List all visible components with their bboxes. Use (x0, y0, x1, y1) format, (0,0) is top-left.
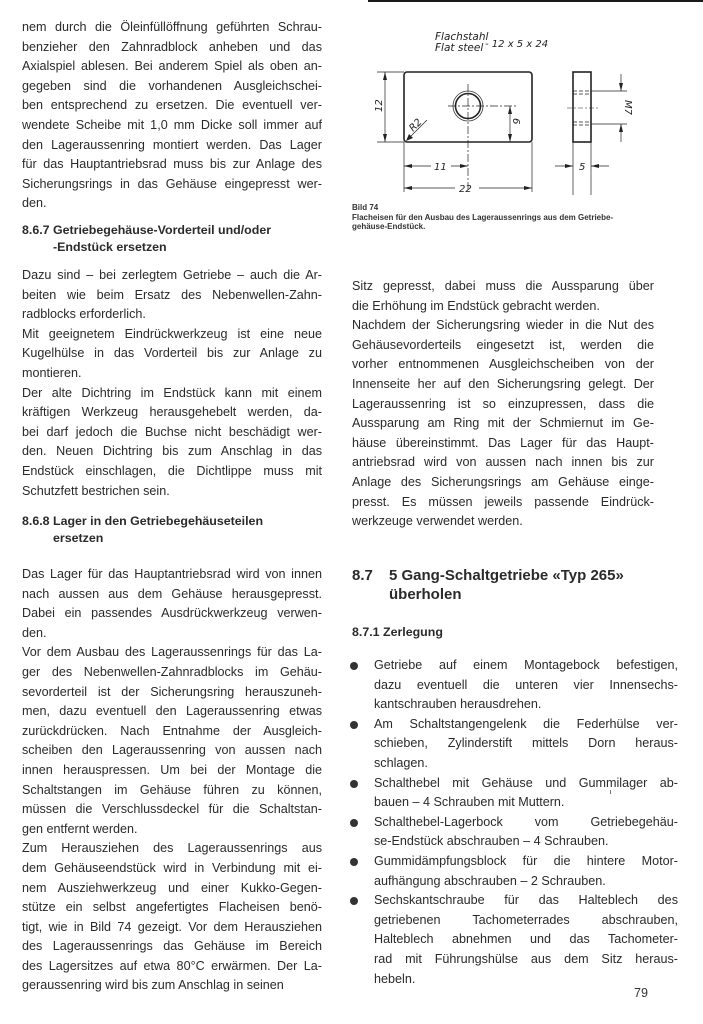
figure-caption-text-line1: Flacheisen für den Ausbau des Lageraussenrings aus dem Getriebe- (352, 212, 614, 222)
text-line: den. (22, 625, 47, 640)
text-line: bei darf jedoch die Buchse nicht beschädigt wer- (22, 424, 322, 439)
section-heading-8-7-1 (352, 624, 652, 641)
figure-caption-text-line2: gehäuse-Endstück. (352, 222, 426, 231)
paragraph (352, 277, 654, 316)
text-line: Axialspiel ablesen. Bei anderem Spiel als oben an- (22, 59, 322, 74)
section-8-6-8-body (22, 565, 322, 996)
section-title-line1: Lager in den Getriebegehäuseteilen (53, 514, 264, 528)
text-line: den. (22, 196, 47, 211)
paragraph (22, 325, 322, 384)
disassembly-steps-list (348, 656, 678, 989)
right-continuation-body (352, 277, 654, 532)
text-line: Anlage des Sicherungsrings am Gehäuse einge- (352, 474, 654, 489)
text-line: Kugelhülse in das Vorderteil bis zur Anlage zu (22, 346, 322, 361)
text-line: gegeben sind die vorhandenen Ausgleichschei- (22, 78, 322, 93)
section-heading-8-7 (352, 566, 682, 604)
header-rule (368, 0, 703, 2)
text-line: dem Gehäuseendstück wird in Verbindung mit ei- (22, 860, 322, 875)
dim-hole-x-label: 11 (434, 162, 447, 173)
text-line: scheiben den Lageraussenring von aussen nach (22, 743, 322, 758)
section-heading-8-6-7 (22, 222, 332, 256)
figure-caption-title: Bild 74 (352, 203, 379, 212)
text-line: benzieher den Zahnradblock anheben und das (22, 39, 322, 54)
intro-paragraph (22, 18, 322, 214)
text-line: nem Ausziehwerkzeug und einer Kukko-Gegen- (22, 880, 322, 895)
text-line: wendete Scheibe mit 1,0 mm Dicke soll immer auf (22, 117, 322, 132)
stock-size-label: - 12 x 5 x 24 (485, 39, 549, 50)
text-line: Vor dem Ausbau des Lageraussenrings für das La- (22, 645, 322, 660)
text-line: Mit geeignetem Eindrückwerkzeug ist eine neue (22, 326, 322, 341)
bullet-icon (350, 662, 358, 670)
text-line: montieren. (22, 365, 82, 380)
paragraph (22, 839, 322, 996)
text-line: presst. Es müssen jeweils passende Eindrück- (352, 494, 654, 509)
text-line: Dazu sind – bei zerlegtem Getriebe – auch die Ar- (22, 268, 322, 282)
text-line: nem durch die Öleinfüllöffnung geführten Schrau- (22, 20, 322, 34)
list-item (348, 656, 678, 715)
text-line: Dabei ein passendes Ausdrückwerkzeug verwen- (22, 606, 322, 621)
text-line: Getriebe auf einem Montagebock befestigen, (374, 658, 678, 672)
text-line: Zum Herausziehen des Lageraussenrings aus (22, 841, 322, 856)
text-line: den Lageraussenring montiert werden. Das Lager (22, 137, 322, 152)
text-line: Endstück einschlagen, die Dichtlippe muss mit (22, 463, 322, 478)
text-line: Sitz gepresst, dabei muss die Aussparung über (352, 279, 654, 293)
text-line: Am Schaltstangengelenk die Federhülse ver- (374, 716, 678, 731)
plate-side-view (573, 72, 591, 142)
paragraph (22, 643, 322, 839)
text-line: Gummidämpfungsblock für die hintere Motor- (374, 853, 678, 868)
text-line: die Erhöhung im Endstück gebracht werden. (352, 298, 600, 313)
bullet-icon (350, 780, 358, 788)
text-line: hebeln. (374, 971, 416, 986)
text-line: Schaltstangen im Gehäuse führen zu können, (22, 782, 322, 797)
section-8-6-7-body (22, 266, 322, 501)
section-heading-8-6-8 (22, 513, 332, 547)
text-line: nach aussen aus dem Gehäuse herausgepresst. (22, 586, 322, 601)
text-line: häuse übereinstimmt. Das Lager für das Haupt- (352, 435, 654, 450)
text-line: dazu eventuell die unteren vier Innensechs- (374, 677, 678, 692)
figure-caption (352, 203, 672, 232)
section-number: 8.6.8 (22, 514, 50, 528)
text-line: tigt, wie in Bild 74 gezeigt. Vor dem Herausziehen (22, 919, 322, 934)
text-line: men, dazu eventuell den Lageraussenring etwas (22, 704, 322, 719)
text-line: schieben, Zylinderstift mittels Dorn heraus- (374, 736, 678, 751)
paragraph (22, 384, 322, 502)
section-title-line1: Getriebegehäuse-Vorderteil und/oder (53, 223, 272, 237)
bullet-icon (350, 721, 358, 729)
text-line: Nachdem der Sicherungsring wieder in die Nut des (352, 318, 654, 333)
dim-thread-label: M7 (622, 100, 633, 115)
text-line: Der alte Dichtring im Endstück kann mit einem (22, 385, 322, 400)
section-number: 8.6.7 (22, 223, 50, 237)
text-line: gen entfernt werden. (22, 821, 138, 836)
section-title-line2: überholen (389, 586, 462, 603)
material-label-en: Flat steel (435, 42, 484, 54)
text-line: ger des Nebenwellen-Zahnradblocks im Gehäu- (22, 664, 322, 679)
text-line: Gehäusevorderteils eingesetzt ist, werden die (352, 337, 654, 352)
text-line: des Lageraussenrings das Gehäuse im Bereich (22, 939, 322, 954)
list-item (348, 715, 678, 774)
dim-length-label: 22 (459, 184, 472, 195)
list-item (348, 852, 678, 891)
text-line: des Lagersitzes auf etwa 80°C erwärmen. Der La- (22, 958, 322, 973)
text-line: stütze ein selbst angefertigtes Flacheisen benö- (22, 900, 322, 915)
text-line: Schalthebel mit Gehäuse und Gummilager ab- (374, 775, 678, 790)
text-line: den. Neuen Dichtring bis zum Anschlag in das (22, 444, 322, 459)
text-line: Innenseite her auf den Sicherungsring gelegt. Der (352, 376, 654, 391)
dim-thickness-label: 5 (579, 162, 586, 173)
text-line: rad mit Führungshülse aus dem Sitz heraus- (374, 951, 678, 966)
text-line: Schutzfett bestrichen sein. (22, 483, 170, 498)
paragraph (22, 18, 322, 214)
paragraph (22, 266, 322, 325)
text-line: antriebsrad wird von aussen nach innen bis zur (352, 455, 654, 470)
dim-height-label: 12 (374, 99, 385, 112)
text-line: müssen die Verschlussdeckel für die Schaltstan- (22, 802, 322, 817)
text-line: sevorderteil ist der Sicherungsring herauszuneh- (22, 684, 322, 699)
section-title-line2: -Endstück ersetzen (53, 240, 167, 254)
text-line: radblocks erforderlich. (22, 307, 146, 322)
text-line: Aussparung am Ring mit der Schmiernut im Ge- (352, 416, 654, 431)
text-line: getriebenen Tachometerrades abschrauben, (374, 912, 678, 927)
material-label-de: Flachstahl (435, 31, 489, 43)
text-line: für das Hauptantriebsrad muss bis zur Anlage des (22, 157, 322, 172)
section-title: Zerlegung (383, 625, 443, 639)
text-line: werkzeuge verwendet werden. (352, 514, 523, 529)
bullet-icon (350, 858, 358, 866)
text-line: geraussenring wird bis zum Anschlag in seinen (22, 978, 284, 993)
list-item (348, 891, 678, 989)
text-line: kräftigen Werkzeug herausgehebelt werden, da- (22, 405, 322, 420)
text-line: schlagen. (374, 755, 428, 770)
text-line: aufhängung abschrauben – 2 Schrauben. (374, 873, 606, 888)
text-line: se-Endstück abschrauben – 4 Schrauben. (374, 834, 609, 849)
text-line: Sicherungsrings in das Gehäuse eingepresst wer- (22, 176, 322, 191)
text-line: kantschrauben herausdrehen. (374, 697, 542, 712)
text-line: ben entsprechend zu ersetzen. Die eventuell ver- (22, 98, 322, 113)
text-line: bauen – 4 Schrauben mit Muttern. (374, 795, 565, 810)
section-number: 8.7 (352, 567, 373, 584)
bullet-icon (350, 897, 358, 905)
list-item (348, 813, 678, 852)
section-title-line1: 5 Gang-Schaltgetriebe «Typ 265» (389, 567, 624, 584)
section-number: 8.7.1 (352, 625, 380, 639)
paragraph (22, 565, 322, 643)
print-artifact (610, 790, 611, 794)
text-line: beiten wie beim Ersatz des Nebenwellen-Zahn- (22, 287, 322, 302)
text-line: Halteblech abnehmen und das Tachometer- (374, 932, 678, 947)
dim-radius-label: R2 (407, 116, 425, 135)
text-line: vorher entnommenen Ausgleichscheiben von der (352, 357, 654, 372)
section-title-line2: ersetzen (53, 531, 104, 545)
text-line: Schalthebel-Lagerbock vom Getriebegehäu- (374, 814, 678, 829)
text-line: Lageraussenring ist so einzupressen, dass die (352, 396, 654, 411)
text-line: innen herauspressen. Um bei der Montage die (22, 762, 322, 777)
bullet-icon (350, 819, 358, 827)
list-item (348, 774, 678, 813)
technical-drawing-flat-steel (355, 20, 675, 200)
text-line: zurückdrücken. Nach Entnahme der Ausgleich- (22, 723, 322, 738)
text-line: Sechskantschraube für das Halteblech des (374, 893, 678, 908)
page-number: 79 (634, 986, 649, 1000)
text-line: Das Lager für das Hauptantriebsrad wird von innen (22, 567, 322, 581)
paragraph (352, 316, 654, 532)
dim-hole-height-label: 6 (510, 118, 521, 125)
